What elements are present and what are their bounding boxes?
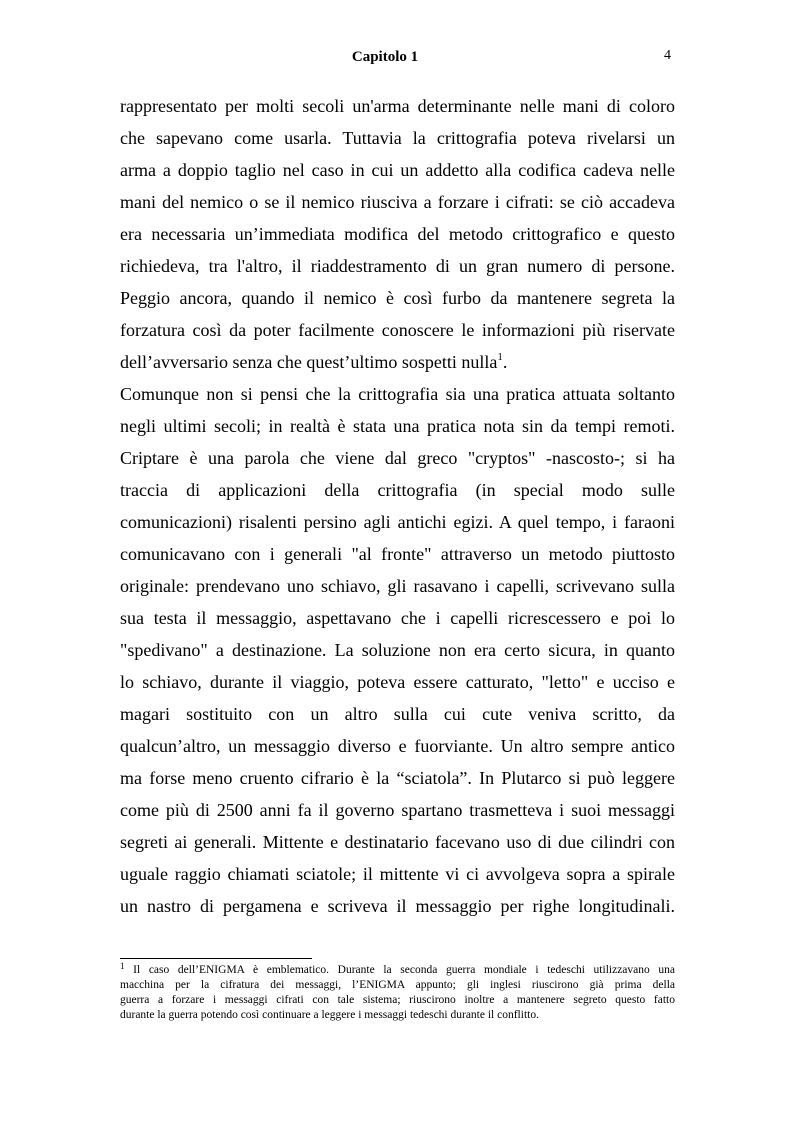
footnote-text: Il caso dell’ENIGMA è emblematico. Durante la seconda guerra mondiale i tedeschi utilizzavano una	[133, 964, 676, 976]
text-line: uguale raggio chiamati sciatole; il mittente vi ci avvolgeva sopra a spirale	[120, 864, 675, 884]
text-line: qualcun’altro, un messaggio diverso e fuorviante. Un altro sempre antico	[120, 736, 675, 756]
text-line: segreti ai generali. Mittente e destinatario facevano uso di due cilindri con	[120, 832, 675, 852]
chapter-title: Capitolo 1	[351, 49, 419, 65]
text-line: un nastro di pergamena e scriveva il messaggio per righe longitudinali.	[120, 896, 675, 916]
footnote-line	[120, 963, 675, 978]
text-line: comunicavano con i generali "al fronte" attraverso un metodo piuttosto	[120, 544, 675, 564]
text-line: che sapevano come usarla. Tuttavia la crittografia poteva rivelarsi un	[120, 128, 675, 148]
text-line: era necessaria un’immediata modifica del metodo crittografico e questo	[120, 224, 675, 244]
text-line: traccia di applicazioni della crittografia (in special modo sulle	[120, 480, 675, 500]
body-text	[120, 90, 675, 922]
text-line: negli ultimi secoli; in realtà è stata una pratica nota sin da tempi remoti.	[120, 416, 675, 436]
text-line: sua testa il messaggio, aspettavano che i capelli ricrescessero e poi lo	[120, 608, 675, 628]
footnote-number: 1	[120, 961, 125, 971]
text-line: rappresentato per molti secoli un'arma determinante nelle mani di coloro	[120, 96, 675, 116]
text-segment: .	[502, 352, 508, 372]
text-line: originale: prendevano uno schiavo, gli rasavano i capelli, scrivevano sulla	[120, 576, 675, 596]
text-line: "spedivano" a destinazione. La soluzione non era certo sicura, in quanto	[120, 640, 675, 660]
footnote-divider	[120, 958, 312, 959]
footnote-line: guerra a forzare i messaggi cifrati con tale sistema; riuscirono inoltre a mantenere segreto questo fatto	[120, 994, 675, 1006]
text-segment: dell’avversario senza che quest’ultimo sospetti nulla	[120, 352, 498, 372]
text-line: lo schiavo, durante il viaggio, poteva essere catturato, "letto" e ucciso e	[120, 672, 675, 692]
text-line: Peggio ancora, quando il nemico è così furbo da mantenere segreta la	[120, 288, 675, 308]
text-line: comunicazioni) risalenti persino agli antichi egizi. A quel tempo, i faraoni	[120, 512, 675, 532]
text-line: Criptare è una parola che viene dal greco "cryptos" -nascosto-; si ha	[120, 448, 675, 468]
footnote	[120, 963, 675, 1023]
text-line: magari sostituito con un altro sulla cui cute veniva scritto, da	[120, 704, 675, 724]
text-line: come più di 2500 anni fa il governo spartano trasmetteva i suoi messaggi	[120, 800, 675, 820]
footnote-line: durante la guerra potendo così continuare a leggere i messaggi tedeschi durante il conflitto.	[120, 1009, 539, 1021]
footnote-reference[interactable]: 1	[497, 351, 503, 363]
text-line: Comunque non si pensi che la crittografia sia una pratica attuata soltanto	[120, 384, 675, 404]
text-line: arma a doppio taglio nel caso in cui un addetto alla codifica cadeva nelle	[120, 160, 675, 180]
text-line: mani del nemico o se il nemico riusciva a forzare i cifrati: se ciò accadeva	[120, 192, 675, 212]
footnote-line: macchina per la cifratura dei messaggi, l’ENIGMA appunto; gli inglesi riuscirono già prima della	[120, 979, 675, 991]
page-number: 4	[664, 48, 671, 63]
text-line-with-footnote	[120, 346, 675, 378]
text-line: ma forse meno cruento cifrario è la “sciatola”. In Plutarco si può leggere	[120, 768, 675, 788]
text-line: forzatura così da poter facilmente conoscere le informazioni più riservate	[120, 320, 675, 340]
text-line: richiedeva, tra l'altro, il riaddestramento di un gran numero di persone.	[120, 256, 675, 276]
